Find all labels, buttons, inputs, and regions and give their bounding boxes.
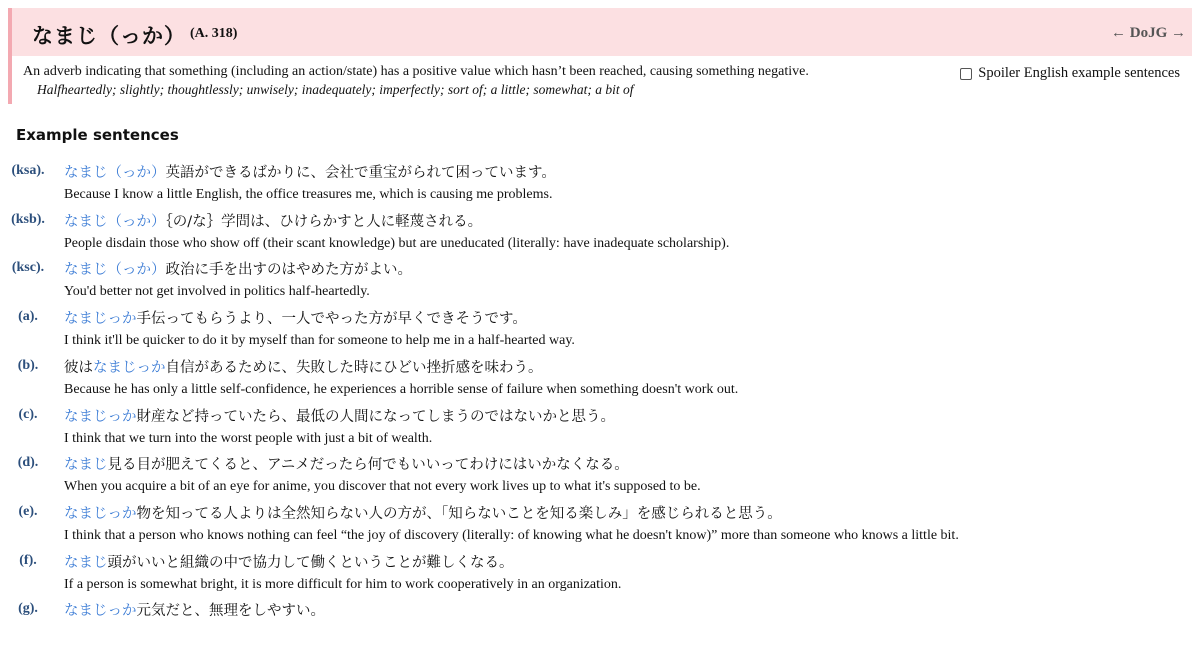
example-item xyxy=(0,452,1200,501)
example-japanese-prefix: 彼は xyxy=(64,359,93,376)
example-japanese-rest: 物を知ってる人よりは全然知らない人の方が、「知らないことを知る楽しみ」を感じられると思う。 xyxy=(136,505,782,522)
example-english: When you acquire a bit of an eye for anime, you discover that not every work lives up to what it's supposed to be. xyxy=(64,479,701,495)
example-japanese-rest: 財産など持っていたら、最低の人間になってしまうのではないかと思う。 xyxy=(136,408,615,425)
example-japanese-rest: 頭がいいと組織の中で協力して働くということが難しくなる。 xyxy=(107,554,514,571)
example-label: (e). xyxy=(18,503,38,519)
example-japanese xyxy=(64,453,629,474)
example-english: You'd better not get involved in politics half-heartedly. xyxy=(64,284,370,300)
example-japanese-rest: 自信があるために、失敗した時にひどい挫折感を味わう。 xyxy=(165,359,543,376)
example-japanese-rest: 元気だと、無理をしやすい。 xyxy=(136,603,325,620)
spoiler-checkbox[interactable] xyxy=(960,68,972,80)
example-grammar-highlight: なまじっか xyxy=(64,603,137,620)
example-english: People disdain those who show off (their scant knowledge) but are uneducated (literally: have inadequate scholarship). xyxy=(64,235,730,251)
example-item xyxy=(0,257,1200,306)
definition-glosses: Halfheartedly; slightly; thoughtlessly; unwisely; inadequately; imperfectly; sort of; a little; somewhat; a bit of xyxy=(37,82,634,97)
dojg-nav-link[interactable] xyxy=(1111,25,1186,42)
example-label: (ksb). xyxy=(11,211,45,227)
example-grammar-highlight: なまじ（っか） xyxy=(64,262,166,279)
example-japanese-rest: 見る目が肥えてくると、アニメだったら何でもいいってわけにはいかなくなる。 xyxy=(107,457,629,474)
example-japanese-rest: ｛の/な｝学問は、ひけらかすと人に軽蔑される。 xyxy=(165,213,483,230)
example-japanese xyxy=(64,258,412,279)
example-item xyxy=(0,550,1200,599)
example-japanese xyxy=(64,405,615,426)
example-label: (d). xyxy=(17,455,39,471)
example-japanese xyxy=(64,356,543,377)
example-label: (b). xyxy=(17,357,39,373)
example-grammar-highlight: なまじ xyxy=(64,554,108,571)
example-grammar-highlight: なまじ xyxy=(64,457,108,474)
example-item xyxy=(0,501,1200,550)
example-english: I think that a person who knows nothing can feel “the joy of discovery (literally: of knowing what he doesn't know)” more than someone who knows a little bit. xyxy=(64,527,959,543)
grammar-title: なまじ（っか） xyxy=(32,24,186,48)
example-japanese xyxy=(64,599,325,620)
example-label: (c). xyxy=(18,406,38,422)
example-japanese xyxy=(64,307,527,328)
example-grammar-highlight: なまじ（っか） xyxy=(64,165,166,181)
example-english: If a person is somewhat bright, it is more difficult for him to work cooperatively in an organization. xyxy=(64,576,622,592)
dojg-nav-label[interactable]: ← DoJG → xyxy=(1111,25,1186,41)
example-japanese xyxy=(64,551,514,572)
example-label: (g). xyxy=(18,601,38,617)
definition-box xyxy=(8,56,1192,104)
example-japanese xyxy=(64,210,482,231)
spoiler-toggle[interactable] xyxy=(960,65,1180,82)
example-item xyxy=(0,209,1200,258)
example-label: (ksa). xyxy=(11,163,45,178)
example-japanese-rest: 英語ができるばかりに、会社で重宝がられて困っています。 xyxy=(165,165,556,181)
example-item xyxy=(0,306,1200,355)
spoiler-label[interactable]: Spoiler English example sentences xyxy=(978,65,1180,81)
reference-number: (A. 318) xyxy=(190,26,238,41)
example-label: (a). xyxy=(18,309,38,325)
example-english: Because I know a little English, the office treasures me, which is causing me problems. xyxy=(64,187,553,202)
example-label: (ksc). xyxy=(11,260,45,276)
example-item xyxy=(0,404,1200,453)
definition-text: An adverb indicating that something (including an action/state) has a positive value which hasn’t been reached, causing something negative. xyxy=(23,64,809,79)
example-label: (f). xyxy=(19,552,37,568)
example-grammar-highlight: なまじ（っか） xyxy=(64,213,166,230)
example-english: Because he has only a little self-confidence, he experiences a horrible sense of failure when something doesn't work out. xyxy=(64,381,739,397)
example-japanese xyxy=(64,502,782,523)
example-grammar-highlight: なまじっか xyxy=(64,408,137,425)
example-item xyxy=(0,355,1200,404)
example-english: I think it'll be quicker to do it by myself than for someone to help me in a half-hearted way. xyxy=(64,333,575,349)
example-grammar-highlight: なまじっか xyxy=(64,505,137,522)
example-grammar-highlight: なまじっか xyxy=(64,311,137,328)
example-item xyxy=(0,160,1200,209)
example-japanese-rest: 手伝ってもらうより、一人でやった方が早くできそうです。 xyxy=(136,311,527,328)
section-title: Example sentences xyxy=(16,126,179,144)
example-japanese-rest: 政治に手を出すのはやめた方がよい。 xyxy=(165,262,412,279)
example-item xyxy=(0,598,1200,647)
example-japanese xyxy=(64,161,556,182)
grammar-header xyxy=(8,8,1192,56)
example-grammar-highlight: なまじっか xyxy=(93,359,166,376)
example-english: I think that we turn into the worst people with just a bit of wealth. xyxy=(64,430,433,446)
